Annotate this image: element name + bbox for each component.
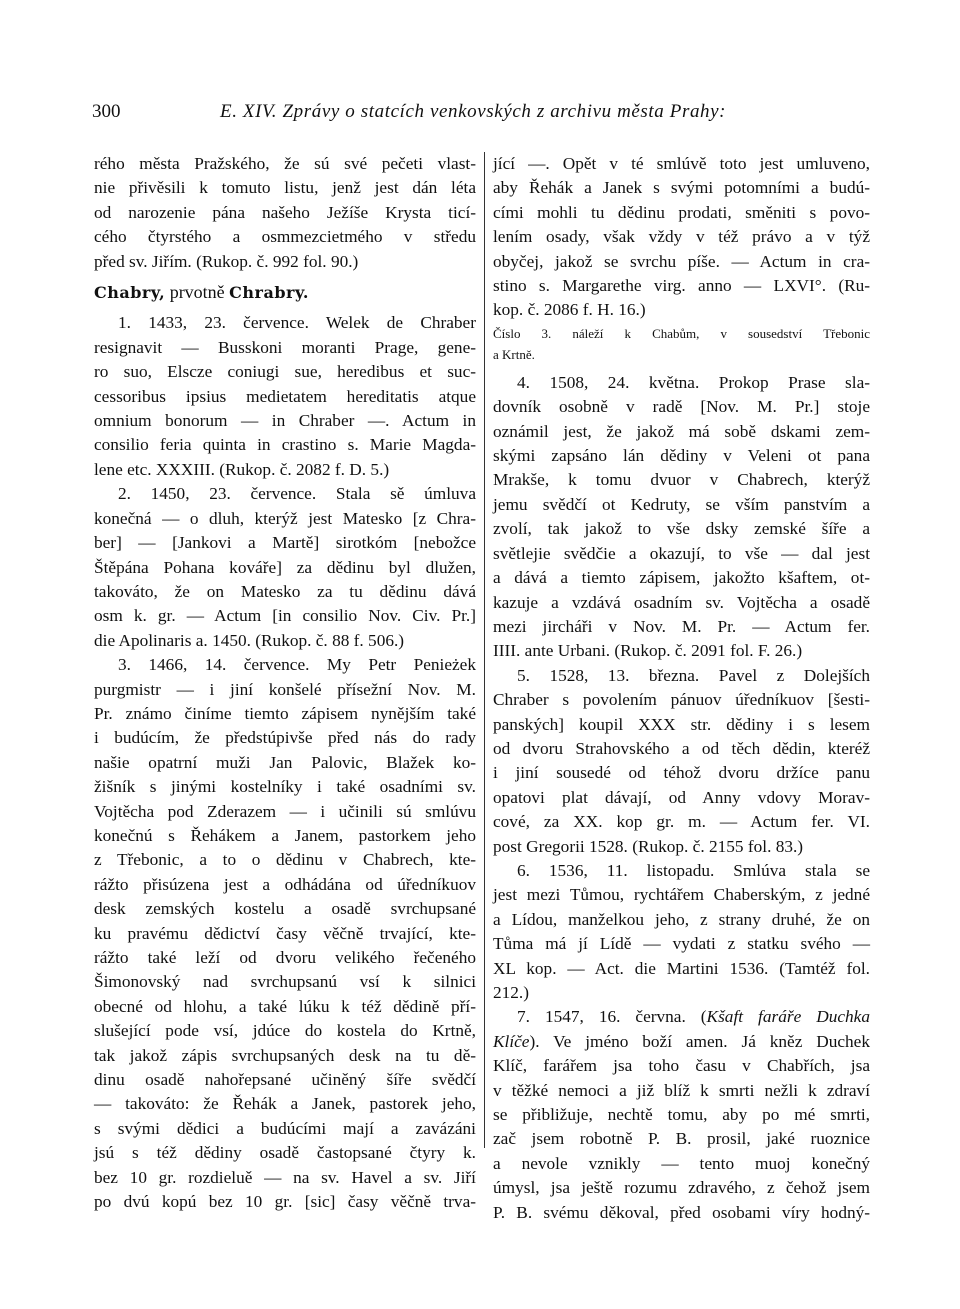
note-line: Číslo 3. náleží k Chabům, v sousedství Třebonic — [493, 325, 870, 341]
text-line: jest mezi Tůmou, rychtářem Chaberským, z jedné — [493, 885, 870, 905]
text-line: dovník osobně v radě [Nov. M. Pr.] stoje — [493, 397, 870, 417]
text-line: 212.) — [493, 983, 529, 1002]
heading-name-alt: Chrabry. — [229, 283, 309, 303]
text-line: rážto také leží od dvoru velikého řečeného — [94, 948, 476, 967]
text-line: P. B. svému děkoval, před osobami víry hodný- — [493, 1202, 870, 1222]
text-line: Pr. známo činíme tiemto zápisem nynějším také — [94, 703, 476, 723]
text-line: kazuje a vzdává osadním sv. Vojtěcha a osadě — [493, 592, 870, 612]
paragraph — [94, 152, 476, 274]
text-line: žišník s jinými kostelníky i také osadními sv. — [94, 777, 476, 797]
text-line: Štěpána Pohana kováře] za dědinu byl dlužen, — [94, 557, 476, 577]
text-line: jsú s též dědiny osadě častopsané čtyry k. — [94, 1143, 476, 1163]
text-line: ber] — [Jankovi a Martě] sirotkóm [nebožce — [94, 533, 476, 553]
column-divider — [484, 152, 485, 1148]
text-line: Tůma má jí Lídě — vydati z statku svého — — [493, 934, 870, 954]
text-line: lene etc. XXXIII. (Rukop. č. 2082 f. D. 5.) — [94, 459, 390, 479]
text-line: i budúcím, že předstúpivše před nás do rady — [94, 728, 476, 748]
page-header — [92, 101, 872, 131]
text-line: jící —. Opět v té smlúvě toto jest umluveno, — [493, 154, 870, 173]
text-line: zač jsem robotně P. B. prosil, jaké ruoznice — [493, 1129, 870, 1149]
text-line: a Lídou, manželkou jeho, z strany druhé, že on — [493, 909, 870, 929]
running-title: E. XIV. Zprávy o statcích venkovských z archivu města Prahy: — [220, 101, 727, 122]
text-line: z Třebonic, a to o dědinu v Chabrech, kte- — [94, 850, 476, 870]
text-line: 3. 1466, 14. července. My Petr Penieżek — [118, 655, 476, 675]
text-line: aby Řehák a Janek s svými potomními a budú- — [493, 178, 870, 198]
italic-title: Klíče — [493, 1031, 530, 1051]
heading-name: Chabry, — [94, 283, 166, 303]
italic-title: Kšaft faráře Duchka — [706, 1007, 870, 1027]
text-line: po dvú kopú bez 10 gr. [sic] časy věčně trva- — [94, 1192, 476, 1212]
text-line: XL kop. — Act. die Martini 1536. (Tamtéž fol. — [493, 958, 870, 978]
paragraph — [493, 1005, 870, 1225]
text-line: lením osady, však vždy v též právo a v týž — [493, 227, 870, 247]
paragraph — [94, 482, 476, 653]
text-line: slušející pode vsí, jdúce do kostela do Krtně, — [94, 1021, 476, 1041]
text-line: kop. č. 2086 f. H. 16.) — [493, 300, 646, 320]
section-heading — [94, 280, 476, 305]
text-line: consilio feria quinta in crastino s. Marie Magda- — [94, 435, 476, 455]
text-line: světlejie svědčie a okazují, to vše — dal jest — [493, 543, 870, 563]
editorial-note — [493, 323, 870, 365]
text-line: před sv. Jiřím. (Rukop. č. 992 fol. 90.) — [94, 251, 359, 271]
text-line: Mrakše, k tomu dvuor v Chabrech, kterýž — [493, 470, 870, 490]
text-line: obecné od hlohu, a také lúku k též dědině pří- — [94, 996, 476, 1016]
text-line: panských] koupil XXX str. dědiny i s lesem — [493, 714, 870, 734]
text-line: obyčej, jakož se svrchu píše. — Actum in cra- — [493, 251, 870, 271]
text-line: nie přivěsili k tomuto listu, jenž jest dán léta — [94, 178, 476, 198]
text-line: rého města Pražského, že sú své pečeti vlast- — [94, 154, 476, 173]
right-column — [493, 152, 870, 1225]
text-line: ku pravému dědictví časy věčně trvající, kte- — [94, 923, 476, 943]
text-line: Vojtěcha pod Zderazem — i učinili sú smlúvu — [94, 801, 476, 821]
text-line: omnium bonorum — in Chraber —. Actum in — [94, 411, 476, 431]
entry-date: 7. 1547, 16. června. ( — [517, 1007, 707, 1027]
text-line: 1. 1433, 23. července. Welek de Chraber — [118, 313, 476, 333]
text-line: osm k. gr. — Actum [in consilio Nov. Civ. Pr.] — [94, 606, 476, 626]
paragraph — [493, 371, 870, 664]
text-line: 6. 1536, 11. listopadu. Smlúva stala se — [517, 860, 870, 880]
text-line: purgmistr — i jiní konšelé přísežní Nov. M. — [94, 679, 476, 699]
text-line: konečná — o dluh, kterýž jest Matesko [z Chra- — [94, 508, 476, 528]
text-line: cími mohli tu dědinu prodati, směniti s povo- — [493, 202, 870, 222]
text-line: s svými dědici a budúcími mají a zavázáni — [94, 1118, 476, 1138]
text-line: 2. 1450, 23. července. Stala sě úmluva — [118, 484, 476, 504]
text-line: 5. 1528, 13. března. Pavel z Dolejších — [517, 665, 870, 685]
text-line: IIII. ante Urbani. (Rukop. č. 2091 fol. F. 26.) — [493, 641, 803, 661]
text-line — [493, 1030, 870, 1054]
text-line: a dává a tiemto zápisem, jakožto kšaftem, ot- — [493, 568, 870, 588]
text-line: opatovi plat dávají, od Anny vdovy Morav- — [493, 787, 870, 807]
text-line: ro suo, Elscze coniugi sue, heredibus et suc- — [94, 362, 476, 382]
text-line: oznámil jest, že jakož má sobě dskami zem- — [493, 421, 870, 441]
text-line: tak jakož zápis svrchupsaných desk na tu dě- — [94, 1045, 476, 1065]
text-line: se přibližuje, nechtě tomu, aby po mé smrti, — [493, 1105, 870, 1125]
paragraph — [493, 152, 870, 323]
text-line: i jiní sousedé od téhož dvoru držíce panu — [493, 763, 870, 783]
text-line: mezi jircháři v Nov. M. Pr. — Actum fer. — [493, 616, 870, 636]
text-line: cové, za XX. kop gr. m. — Actum fer. VI. — [493, 812, 870, 832]
text-line: resignavit — Busskoni moranti Prage, gene- — [94, 337, 476, 357]
text-line: die Apolinaris a. 1450. (Rukop. č. 88 f. 506.) — [94, 630, 405, 650]
text-line: 4. 1508, 24. května. Prokop Prase sla- — [517, 372, 870, 392]
text-line: dinu osadě nahořepsané učiněný šíře svědčí — [94, 1070, 476, 1090]
paragraph — [493, 859, 870, 1005]
text-line: Šimonovský nad svrchupsanú vsí k silnici — [94, 972, 476, 992]
text-line: v těžké nemoci a již blíž k smrti nežli k zdraví — [493, 1080, 870, 1100]
paragraph — [94, 653, 476, 1214]
paragraph — [94, 311, 476, 482]
page-number: 300 — [92, 101, 121, 122]
text-line: od dvoru Strahovského a od těch dědin, kteréž — [493, 738, 870, 758]
text-line: stino s. Margarethe virg. anno — LXVI°. (Ru- — [493, 276, 870, 296]
paragraph — [493, 664, 870, 859]
text-line: cessoribus ipsius medietatem hereditatis atque — [94, 386, 476, 406]
text-line: post Gregorii 1528. (Rukop. č. 2155 fol. 83.) — [493, 836, 804, 856]
text-run: ). Ve jméno boží amen. Já kněz Duchek — [529, 1031, 870, 1051]
text-line: konečnú s Řehákem a Janem, pastorkem jeho — [94, 825, 476, 845]
text-line: zvolí, tak jakož to vše dsky zemské šíře a — [493, 519, 870, 539]
text-line — [493, 1005, 870, 1029]
heading-connector: prvotně — [165, 282, 230, 303]
text-line: rážto přisúzena jest a odhádána od úředníkuov — [94, 874, 476, 894]
text-line: bez 10 gr. rozdieluě — na sv. Havel a sv. Jiří — [94, 1167, 476, 1187]
text-line: Chraber s povolením pánuov úředníkuov [šesti- — [493, 690, 870, 710]
text-line: od narozenie pána našeho Ježíše Krysta ticí- — [94, 202, 476, 222]
text-line: našie opatrní muži Jan Palovic, Blažek ko- — [94, 752, 476, 772]
text-line: — takováto: že Řehák a Janek, pastorek jeho, — [94, 1094, 476, 1114]
note-line: a Krtně. — [493, 346, 535, 362]
text-line: jemu svědčí ot Kedruty, se vším panstvím a — [493, 494, 870, 514]
text-line: a nevole vznikly — tento muoj konečný — [493, 1153, 870, 1173]
left-column — [94, 152, 476, 1214]
text-line: skými zapsáno lán dědiny v Veleni ot pana — [493, 446, 870, 466]
text-line: takováto, že on Matesko za tu dědinu dává — [94, 581, 476, 601]
text-line: Klíč, farářem jsa toho času v Chabřích, jsa — [493, 1056, 870, 1076]
text-line: cého čtyrstého a osmmezcietmého v středu — [94, 227, 476, 247]
text-line: desk zemských kostelu a osadě svrchupsané — [94, 899, 476, 919]
text-line: úmysl, jsa ještě rozumu zdravého, z čehož jsem — [493, 1178, 870, 1198]
